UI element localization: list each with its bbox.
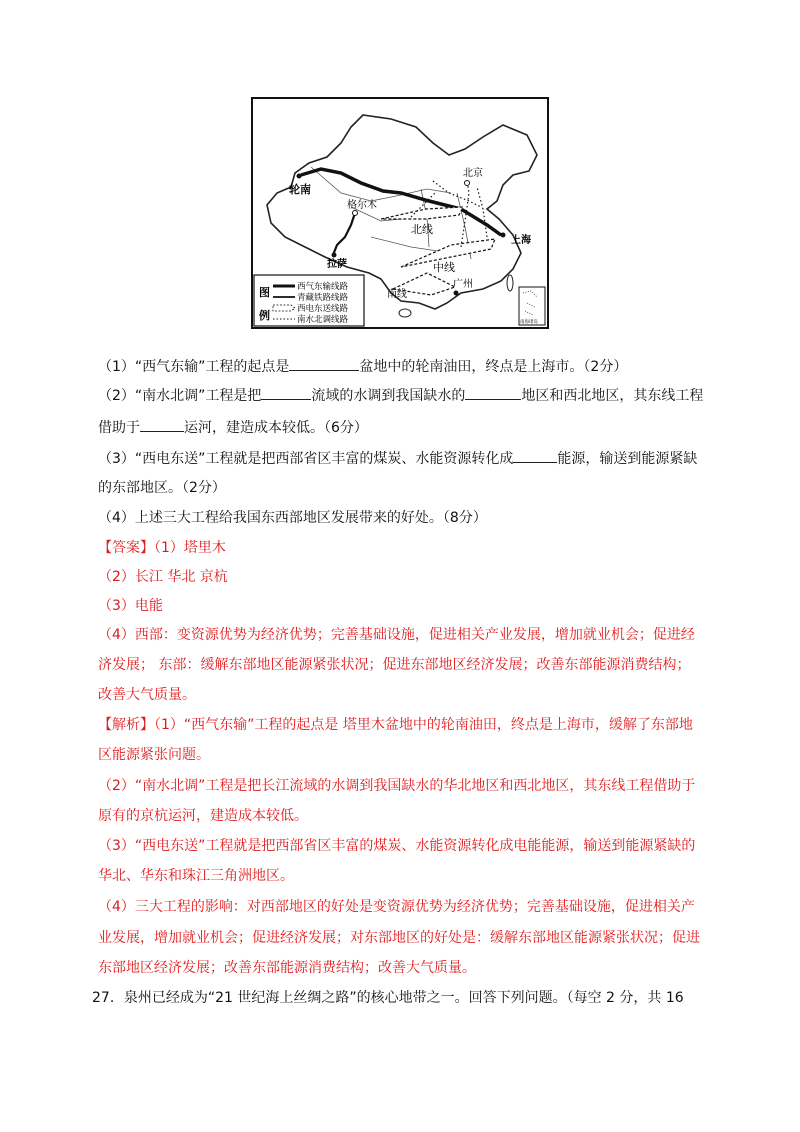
lunnan-dot bbox=[297, 174, 302, 179]
legend-item-power: 西电东送线路 bbox=[297, 304, 349, 314]
shanghai-dot bbox=[501, 233, 506, 238]
legend-title-b: 例 bbox=[259, 309, 270, 322]
answer-line-3: （3）电能 bbox=[98, 598, 163, 614]
analysis-line-6: 华北、华东和珠江三角洲地区。 bbox=[98, 868, 294, 884]
q3-text-a: （3）“西电东送”工程就是把西部省区丰富的煤炭、水能资源转化成 bbox=[98, 451, 514, 467]
q1-text-a: （1）“西气东输”工程的起点是 bbox=[98, 359, 290, 375]
analysis-line-4: 原有的京杭运河，建造成本较低。 bbox=[98, 808, 308, 824]
question-2-cont bbox=[98, 417, 368, 438]
guangzhou-dot bbox=[454, 291, 459, 296]
question-1 bbox=[98, 356, 627, 377]
question-3 bbox=[98, 448, 697, 469]
q3-blank[interactable] bbox=[513, 448, 557, 463]
analysis-line-7: （4）三大工程的影响：对西部地区的好处是变资源优势为经济优势；完善基础设施，促进相关产 bbox=[98, 899, 695, 915]
label-zhongxian: 中线 bbox=[433, 261, 455, 274]
analysis-line-5: （3）“西电东送”工程就是把西部省区丰富的煤炭、水能资源转化成电能能源，输送到能源紧缺的 bbox=[98, 838, 696, 854]
question-2 bbox=[98, 385, 703, 406]
question-27: 27．泉州已经成为“21 世纪海上丝绸之路”的核心地带之一。回答下列问题。（每空 2 分，共 16 bbox=[92, 990, 684, 1006]
inset-label: 南海诸岛 bbox=[520, 320, 538, 325]
legend-title-a: 图 bbox=[259, 286, 270, 299]
taiwan-island bbox=[507, 275, 513, 291]
label-nanxian: 南线 bbox=[387, 289, 407, 300]
answer-line-2: （2）长江 华北 京杭 bbox=[98, 569, 228, 585]
label-guangzhou: 广州 bbox=[453, 279, 473, 290]
question-4: （4）上述三大工程给我国东西部地区发展带来的好处。（8分） bbox=[98, 510, 487, 526]
q2-text-a: （2）“南水北调”工程是把 bbox=[98, 388, 262, 404]
q1-blank[interactable] bbox=[289, 356, 359, 371]
answer-line-1: 【答案】（1）塔里木 bbox=[98, 540, 226, 556]
q2-text-c: 地区和西北地区，其东线工程 bbox=[521, 388, 704, 404]
legend-power-swatch bbox=[273, 305, 295, 311]
legend-item-rail: 青藏铁路线路 bbox=[297, 293, 349, 303]
label-lunnan: 轮南 bbox=[289, 183, 311, 196]
analysis-line-3: （2）“南水北调”工程是把长江流域的水调到我国缺水的华北地区和西北地区，其东线工程借助于 bbox=[98, 778, 696, 794]
label-beijing: 北京 bbox=[463, 168, 483, 179]
hainan-island bbox=[399, 309, 411, 317]
q3-text-b: 能源，输送到能源紧缺 bbox=[557, 451, 698, 467]
q1-text-b: 盆地中的轮南油田，终点是上海市。（2分） bbox=[359, 359, 628, 375]
map-svg bbox=[251, 97, 549, 329]
question-3-cont: 的东部地区。（2分） bbox=[98, 480, 226, 496]
analysis-line-1: 【解析】（1）“西气东输”工程的起点是 塔里木盆地中的轮南油田，终点是上海市，缓解了东部地 bbox=[98, 717, 693, 733]
answer-line-5: 济发展； 东部：缓解东部地区能源紧张状况；促进东部地区经济发展；改善东部能源消费结构； bbox=[98, 657, 691, 673]
geermu-dot bbox=[353, 211, 358, 216]
label-beixian: 北线 bbox=[411, 223, 433, 236]
analysis-line-2: 区能源紧张问题。 bbox=[98, 747, 210, 763]
label-lasa: 拉萨 bbox=[327, 259, 347, 270]
q2b-text-a: 借助于 bbox=[98, 420, 140, 436]
analysis-line-8: 业发展，增加就业机会；促进经济发展；对东部地区的好处是：缓解东部地区能源紧张状况；促进 bbox=[98, 930, 700, 946]
q2-blank-2[interactable] bbox=[465, 385, 521, 400]
answer-line-4: （4）西部：变资源优势为经济优势；完善基础设施，促进相关产业发展，增加就业机会；促进经 bbox=[98, 627, 695, 643]
q2-blank-1[interactable] bbox=[261, 385, 311, 400]
label-shanghai: 上海 bbox=[511, 235, 531, 246]
china-projects-map bbox=[251, 97, 549, 329]
analysis-line-9: 东部地区经济发展；改善东部能源消费结构；改善大气质量。 bbox=[98, 960, 476, 976]
q2b-text-b: 运河，建造成本较低。（6分） bbox=[184, 420, 368, 436]
q2-blank-3[interactable] bbox=[140, 417, 184, 432]
label-geermu: 格尔木 bbox=[347, 200, 377, 211]
q2-text-b: 流域的水调到我国缺水的 bbox=[311, 388, 466, 404]
beijing-dot bbox=[465, 181, 470, 186]
lasa-dot bbox=[332, 253, 337, 258]
legend-item-gas: 西气东输线路 bbox=[297, 282, 349, 292]
legend-item-water: 南水北调线路 bbox=[297, 315, 349, 325]
answer-line-6: 改善大气质量。 bbox=[98, 687, 196, 703]
